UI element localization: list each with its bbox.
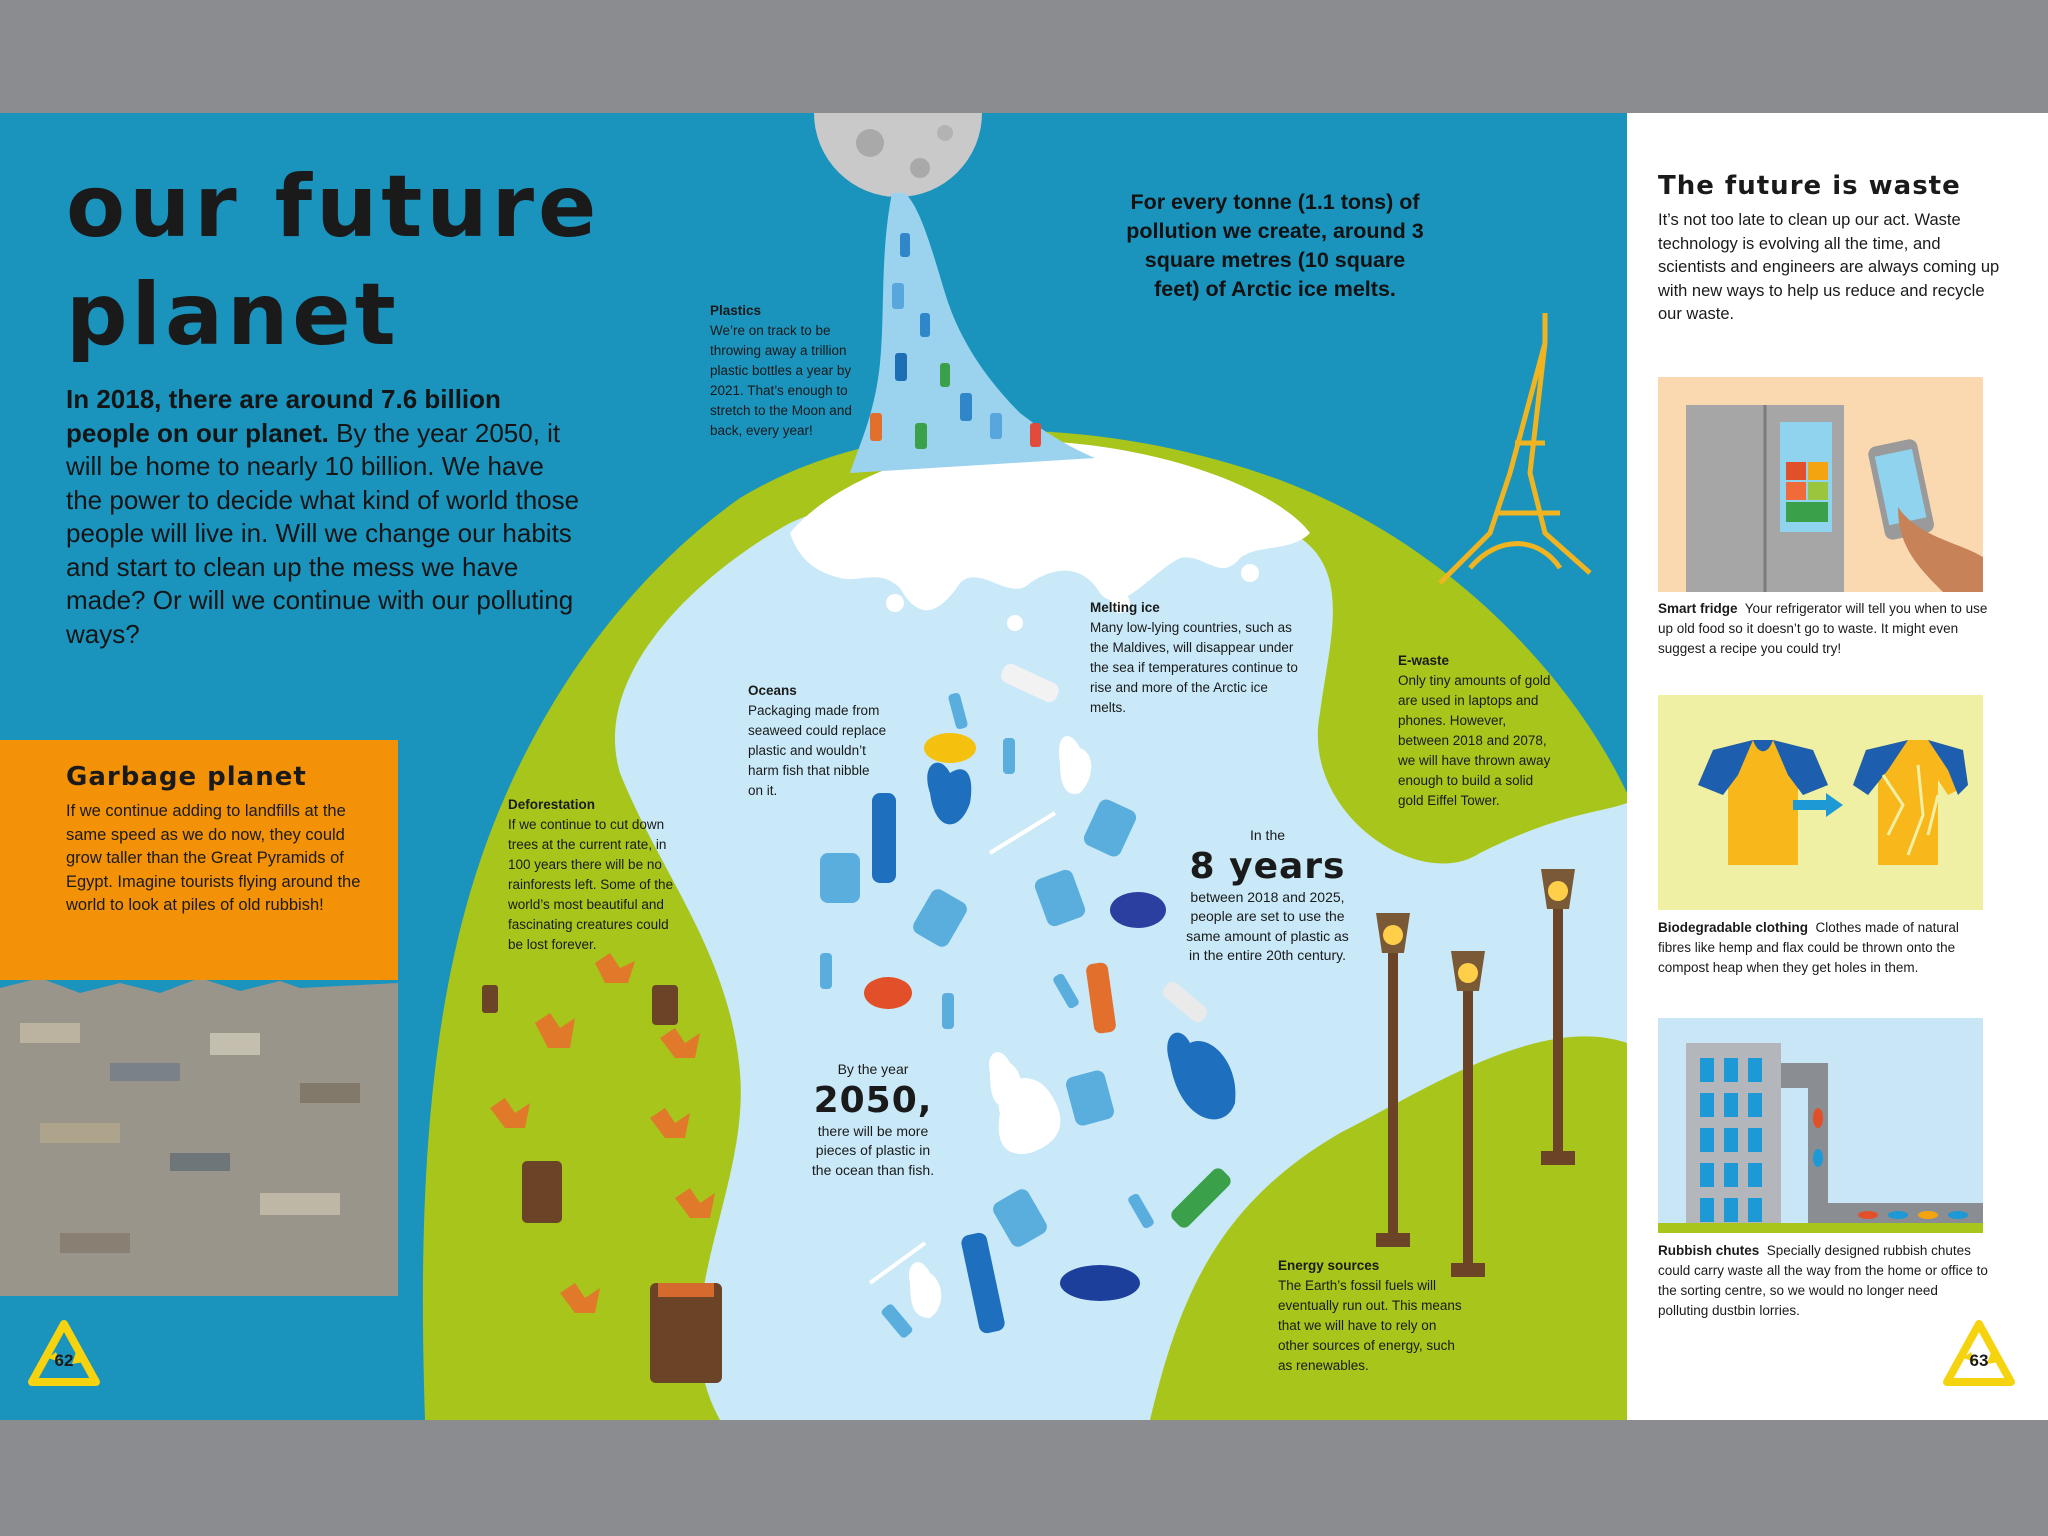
viewer-top-bar bbox=[0, 0, 2048, 113]
plastics-caption bbox=[710, 301, 860, 441]
garbage-planet-title: Garbage planet bbox=[66, 762, 307, 792]
fish-icon bbox=[1060, 1265, 1140, 1301]
tree-stump-icon bbox=[522, 1161, 562, 1223]
ewaste-caption bbox=[1398, 651, 1558, 811]
page-number-text: 63 bbox=[1969, 1351, 1989, 1370]
intro-rest: By the year 2050, it will be home to nearly 10 billion. We have the power to decide what kind of world those people will live in. Will we change our habits and start to clean up the mess we have made? Or will we continue with our polluting ways? bbox=[66, 417, 580, 649]
right-page bbox=[1627, 113, 2048, 1420]
energy-sources-caption bbox=[1278, 1256, 1468, 1376]
stat-number: 2050, bbox=[813, 1079, 933, 1121]
caption-heading: E-waste bbox=[1398, 653, 1450, 668]
biodegradable-clothing-illustration bbox=[1658, 695, 1983, 910]
fish-icon bbox=[1110, 892, 1166, 928]
caption-text: The Earth’s fossil fuels will eventually run out. This means that we will have to rely on other sources of energy, such as renewables. bbox=[1278, 1278, 1462, 1373]
oceans-caption bbox=[748, 681, 888, 801]
smart-fridge-caption bbox=[1658, 599, 1988, 659]
eight-years-stat bbox=[1180, 826, 1355, 966]
fish-icon bbox=[864, 977, 912, 1009]
stat-post: between 2018 and 2025, people are set to use the same amount of plastic as in the entire 20th century. bbox=[1186, 888, 1349, 963]
caption-text: We’re on track to be throwing away a trillion plastic bottles a year by 2021. That’s enough to stretch to the Moon and back, every year! bbox=[710, 323, 852, 438]
deforestation-caption bbox=[508, 795, 683, 955]
smart-fridge-illustration bbox=[1658, 377, 1983, 592]
moon-icon bbox=[814, 113, 982, 197]
card-heading: Rubbish chutes bbox=[1658, 1243, 1760, 1258]
intro-paragraph bbox=[66, 383, 586, 651]
caption-text: Only tiny amounts of gold are used in laptops and phones. However, between 2018 and 2078, we will have thrown away enough to build a solid gold Eiffel Tower. bbox=[1398, 673, 1551, 808]
caption-heading: Deforestation bbox=[508, 797, 596, 812]
viewer-bottom-bar bbox=[0, 1420, 2048, 1536]
page-number-text: 62 bbox=[54, 1351, 74, 1370]
caption-text: Many low-lying countries, such as the Maldives, will disappear under the sea if temperatures continue to rise and more of the Arctic ice melts. bbox=[1090, 620, 1298, 715]
fish-icon bbox=[924, 733, 976, 763]
stat-number: 8 years bbox=[1189, 845, 1346, 887]
rubbish-chutes-illustration bbox=[1658, 1018, 1983, 1233]
caption-heading: Melting ice bbox=[1090, 600, 1160, 615]
card-heading: Smart fridge bbox=[1658, 601, 1738, 616]
plastic-bottle-icon bbox=[872, 793, 896, 883]
arctic-ice-stat: For every tonne (1.1 tons) of pollution we create, around 3 square metres (10 square feet) of Arctic ice melts. bbox=[1126, 190, 1424, 301]
caption-heading: Oceans bbox=[748, 683, 797, 698]
section-title: The future is waste bbox=[1658, 171, 1961, 201]
card-text: Specially designed rubbish chutes could carry waste all the way from the home or office to the sorting centre, so we would no longer need polluting dustbin lorries. bbox=[1658, 1243, 1988, 1318]
rubbish-chutes-caption bbox=[1658, 1241, 1988, 1321]
stat-post: there will be more pieces of plastic in the ocean than fish. bbox=[811, 1122, 935, 1178]
garbage-planet-box bbox=[0, 740, 398, 980]
eiffel-tower-icon bbox=[1440, 313, 1590, 583]
page-title bbox=[66, 153, 626, 369]
book-spread bbox=[0, 113, 2048, 1420]
page-number-left bbox=[26, 1318, 102, 1394]
caption-text: If we continue to cut down trees at the current rate, in 100 years there will be no rainforests left. Some of the world’s most beautiful and fascinating creatures could be lost forever. bbox=[508, 817, 674, 952]
caption-heading: Plastics bbox=[710, 303, 762, 318]
biodegradable-clothing-caption bbox=[1658, 918, 1988, 978]
garbage-planet-text: If we continue adding to landfills at the same speed as we do now, they could grow taller than the Great Pyramids of Egypt. Imagine tourists flying around the world to look at piles of old rubbish! bbox=[66, 802, 361, 914]
tree-stump-icon bbox=[650, 1283, 722, 1383]
left-page bbox=[0, 113, 1627, 1420]
tree-stump-icon bbox=[652, 985, 678, 1025]
card-heading: Biodegradable clothing bbox=[1658, 920, 1809, 935]
intro-bold: In 2018, there are around 7.6 billion people on our planet. bbox=[66, 384, 501, 448]
stat-pre: By the year bbox=[837, 1061, 909, 1077]
caption-heading: Energy sources bbox=[1278, 1258, 1380, 1273]
year-2050-stat bbox=[808, 1060, 938, 1180]
page-number-right bbox=[1941, 1318, 2017, 1394]
melting-ice-caption bbox=[1090, 598, 1300, 718]
stat-pre: In the bbox=[1249, 827, 1286, 843]
card-text: Clothes made of natural fibres like hemp and flax could be thrown onto the compost heap when they get holes in them. bbox=[1658, 920, 1959, 975]
plastic-tower bbox=[850, 193, 1095, 473]
title-line-1: our future bbox=[66, 157, 601, 257]
caption-text: Packaging made from seaweed could replace plastic and wouldn’t harm fish that nibble on it. bbox=[748, 703, 887, 798]
section-intro: It’s not too late to clean up our act. Waste technology is evolving all the time, and scientists and engineers are always coming up with new ways to help us reduce and recycle our waste. bbox=[1658, 211, 2000, 323]
title-line-2: planet bbox=[66, 265, 400, 365]
tree-stump-icon bbox=[482, 985, 498, 1013]
card-text: Your refrigerator will tell you when to use up old food so it doesn’t go to waste. It might even suggest a recipe you could try! bbox=[1658, 601, 1988, 656]
